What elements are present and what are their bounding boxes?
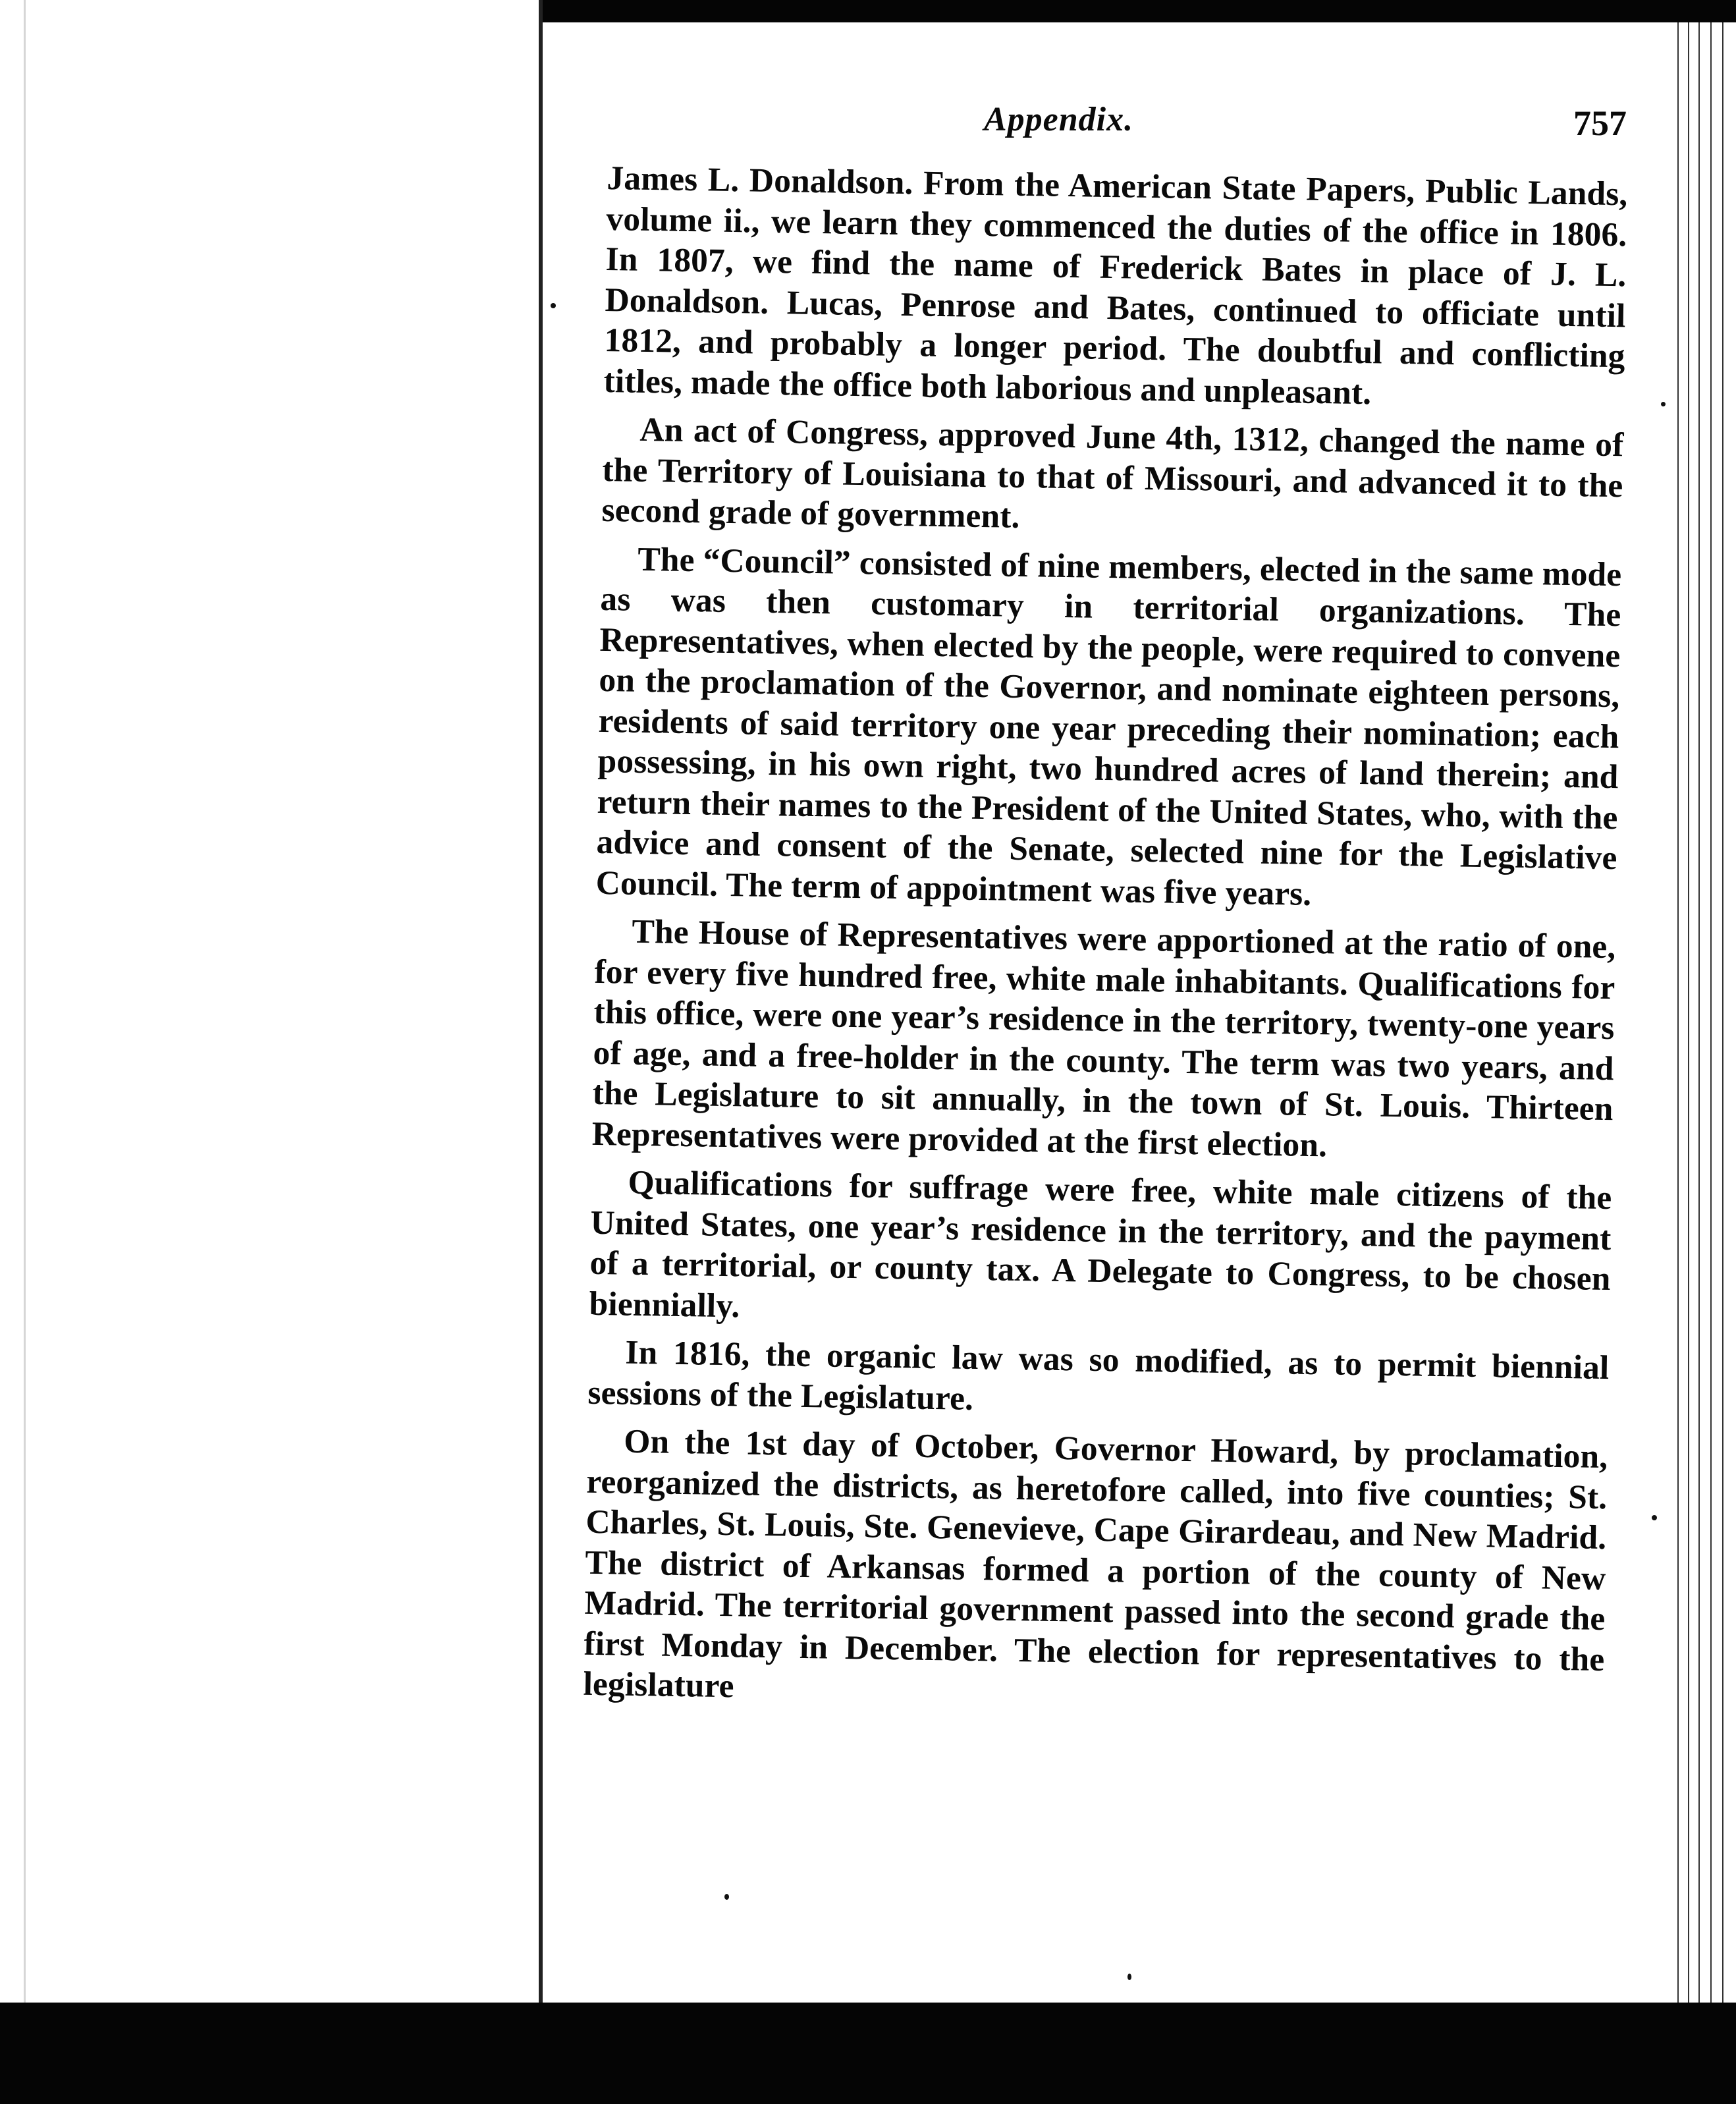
left-page-edge	[24, 0, 26, 2003]
running-head	[547, 100, 1627, 153]
paragraph: The “Council” consisted of nine members, elected in the same mode as was then customary in territorial organizations. The Representatives, when elected by the people, were required to convene on the proclamation of the Governor, and nominate eighteen persons, residents of said territory one year preceding their nomination; each possessing, in his own right, two hundred acres of land therein; and return their names to the President of the United States, who, with the advice and consent of the Senate, selected nine for the Legislative Council. The term of appointment was five years.	[595, 540, 1622, 913]
book-gutter	[539, 0, 543, 2003]
left-blank-page	[0, 0, 539, 2003]
scan-top-border	[540, 0, 1736, 22]
page-edge-stack	[1676, 22, 1729, 2005]
scan-bottom-border	[0, 2003, 1736, 2104]
running-head-title: Appendix.	[984, 101, 1134, 138]
ink-speck	[1661, 402, 1666, 406]
page-edge-line	[1698, 22, 1700, 2005]
paragraph: James L. Donaldson. From the American State Papers, Public Lands, volume ii., we learn they commenced the duties of the office in 1806. In 1807, we find the name of Frederick Bates in place of J. L. Donaldson. Lucas, Penrose and Bates, continued to officiate until 1812, and probably a longer period. The doubtful and conflicting titles, made the office both laborious and unpleasant.	[603, 159, 1628, 412]
ink-speck	[551, 303, 556, 308]
paragraph: Qualifications for suffrage were free, white male citizens of the United States, one year’s residence in the territory, and the payment of a territorial, or county tax. A Delegate to Congress, to be chosen biennially.	[589, 1163, 1612, 1325]
page-edge-line	[1688, 22, 1689, 2005]
page-number: 757	[1573, 103, 1627, 143]
paragraph: On the 1st day of October, Governor Howard, by proclamation, reorganized the districts, as heretofore called, into five counties; St. Charles, St. Louis, Ste. Genevieve, Cape Girardeau, and New Madrid. The district of Arkansas formed a portion of the county of New Madrid. The territorial government passed into the second grade the first Monday in December. The election for representatives to the legislature	[583, 1422, 1608, 1705]
ink-speck	[1652, 1515, 1657, 1520]
page-edge-line	[1710, 22, 1712, 2005]
body-text	[583, 158, 1628, 1729]
paragraph: An act of Congress, approved June 4th, 1312, changed the name of the Territory of Louisiana to that of Missouri, and advanced it to the second grade of government.	[601, 410, 1624, 536]
paragraph: In 1816, the organic law was so modified, as to permit biennial sessions of the Legislature.	[587, 1333, 1610, 1418]
page-edge-line	[1722, 22, 1723, 2005]
ink-speck	[724, 1894, 729, 1900]
ink-speck	[1127, 1974, 1131, 1980]
book-page	[547, 26, 1676, 2003]
paragraph: The House of Representatives were apportioned at the ratio of one, for every five hundred free, white male inhabitants. Qualifications for this office, were one year’s residence in the territory, twenty-one years of age, and a free-holder in the county. The term was two years, and the Legislature to sit annually, in the town of St. Louis. Thirteen Representatives were provided at the first election.	[591, 912, 1616, 1164]
page-edge-line	[1677, 22, 1679, 2005]
